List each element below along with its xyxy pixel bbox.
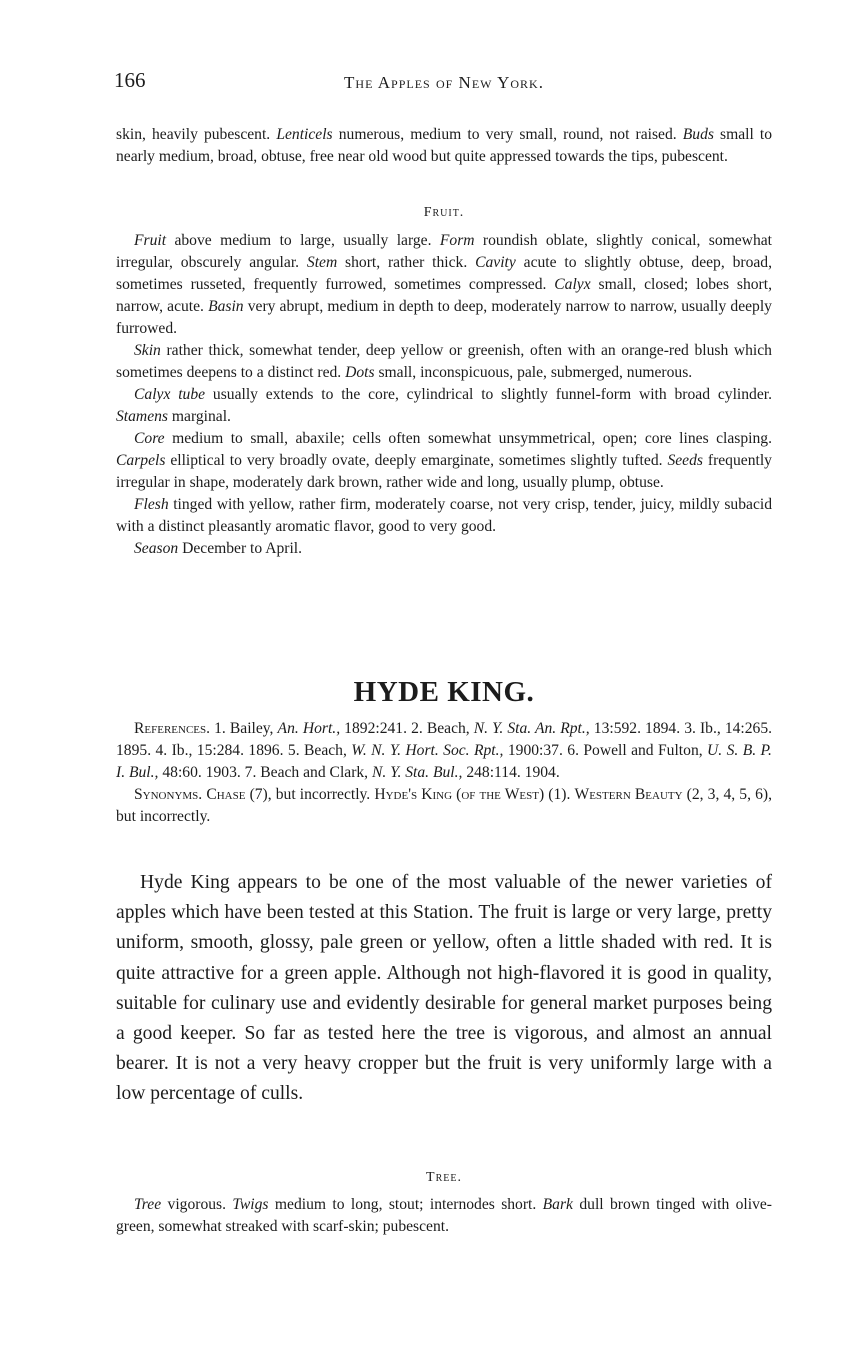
lenticels-text: numerous, medium to very small, round, not raised. [338,126,677,143]
season-paragraph [116,538,772,560]
ref-text: 3. Ib., 14:265. 1895. [116,720,773,759]
term: Form [439,232,475,249]
term: Skin [134,342,161,359]
core-paragraph [116,428,772,494]
ref-text: 5. Beach, [287,742,347,759]
ref-text: 4. Ib., 15:284. 1896. [155,742,284,759]
desc: frequently irregular in shape, moderately dark brown, rather wide and long, usually plump, obtuse. [116,452,772,491]
desc: above medium to large, usually large. [174,232,432,249]
desc: dull brown tinged with olive-green, somewhat streaked with scarf-skin; pubescent. [116,1196,772,1235]
synonym-name: Chase [206,786,246,803]
desc: medium to long, stout; internodes short. [274,1196,537,1213]
term: Flesh [134,496,169,513]
skin-text: skin, heavily pubescent. [116,126,271,143]
synonyms-paragraph [116,784,772,828]
desc: medium to small, abaxile; cells often somewhat unsymmetrical, open; core lines clasping. [172,430,772,447]
ref-text: 1892:241. [344,720,407,737]
desc: small, closed; lobes short, narrow, acute. [116,276,772,315]
synonym-name: Hyde's King (of the West) [374,786,545,803]
ref-text: 1900:37. [507,742,563,759]
ref-title: N. Y. Sta. Bul., [372,764,463,781]
fruit-paragraph [116,230,772,340]
synonym-note: (7), but incorrectly. [249,786,371,803]
page-number: 166 [114,68,146,92]
description-paragraph: Hyde King appears to be one of the most valuable of the newer varieties of apples which have been tested at this Station. The fruit is large or very large, pretty uniform, smooth, glossy, pale green or yellow, often a little shaded with red. It is quite attractive for a green apple. Although not high-flavored it is good in quality, suitable for culinary use and evidently desirable for general market purposes being a good keeper. So far as tested here the tree is vigorous, and almost an annual bearer. It is not a very heavy cropper but the fruit is very uniformly large with a low percentage of culls. [116,872,772,1105]
term: Seeds [667,452,703,469]
term: Cavity [475,254,516,271]
desc: acute to slightly obtuse, deep, broad, sometimes russeted, frequently furrowed, sometimes compressed. [116,254,772,293]
desc: small, inconspicuous, pale, submerged, numerous. [378,364,693,381]
fruit-section [116,230,772,560]
tree-paragraph [116,1194,772,1238]
tree-heading: Tree. [426,1170,462,1185]
ref-text: 13:592. 1894. [593,720,681,737]
synonym-name: Western Beauty [574,786,683,803]
term: Calyx [554,276,591,293]
ref-text: 1. Bailey, [214,720,274,737]
term: Core [134,430,165,447]
desc: tinged with yellow, rather firm, moderately coarse, not very crisp, tender, juicy, mildly subacid with a distinct pleasantly aromatic flavor, good to very good. [116,496,772,535]
references-label: References. [134,720,211,737]
ref-text: 248:114. 1904. [466,764,560,781]
synonyms-label: Synonyms. [134,786,203,803]
synonym-note: (2, 3, 4, 5, 6), but incorrectly. [116,786,772,825]
skin-paragraph [116,340,772,384]
desc: roundish oblate, slightly conical, somewhat irregular, obscurely angular. [116,232,772,271]
references-paragraph [116,718,772,784]
synonym-note: (1). [548,786,571,803]
term: Carpels [116,452,166,469]
desc: December to April. [182,540,303,557]
term: Dots [345,364,375,381]
ref-title: W. N. Y. Hort. Soc. Rpt., [351,742,504,759]
buds-text: small to nearly medium, broad, obtuse, free near old wood but quite appressed towards the tips, pubescent. [116,126,773,165]
desc: elliptical to very broadly ovate, deeply emarginate, sometimes slightly tufted. [170,452,663,469]
desc: short, rather thick. [345,254,468,271]
ref-text: 7. Beach and Clark, [244,764,369,781]
term: Tree [134,1196,162,1213]
term: Basin [208,298,244,315]
ref-title: An. Hort., [277,720,341,737]
desc: vigorous. [167,1196,227,1213]
desc: usually extends to the core, cylindrical to slightly funnel-form with broad cylinder. [212,386,772,403]
term: Bark [542,1196,573,1213]
term: Twigs [232,1196,269,1213]
running-title: The Apples of New York. [344,73,544,92]
ref-text: 2. Beach, [411,720,470,737]
fruit-heading: Fruit. [423,205,465,220]
desc: very abrupt, medium in depth to deep, moderately narrow to narrow, usually deeply furrowed. [116,298,772,337]
term: Season [134,540,179,557]
ref-text: 6. Powell and Fulton, [567,742,703,759]
ref-text: 48:60. 1903. [162,764,241,781]
tree-section [116,1194,772,1238]
references-block [116,718,772,828]
ref-title: U. S. B. P. I. Bul., [116,742,772,781]
flesh-paragraph [116,494,772,538]
variety-description [116,868,772,1110]
term: Stamens [116,408,168,425]
desc: rather thick, somewhat tender, deep yellow or greenish, often with an orange-red blush which sometimes deepens to a distinct red. [116,342,772,381]
lenticels-term: Lenticels [276,126,333,143]
term: Stem [306,254,338,271]
intro-paragraph [116,124,772,168]
variety-title: HYDE KING. [353,676,535,708]
buds-term: Buds [682,126,714,143]
term: Fruit [134,232,167,249]
ref-title: N. Y. Sta. An. Rpt., [473,720,590,737]
calyx-tube-paragraph [116,384,772,428]
desc: marginal. [171,408,231,425]
term: Calyx tube [134,386,206,403]
page-header [114,68,774,102]
